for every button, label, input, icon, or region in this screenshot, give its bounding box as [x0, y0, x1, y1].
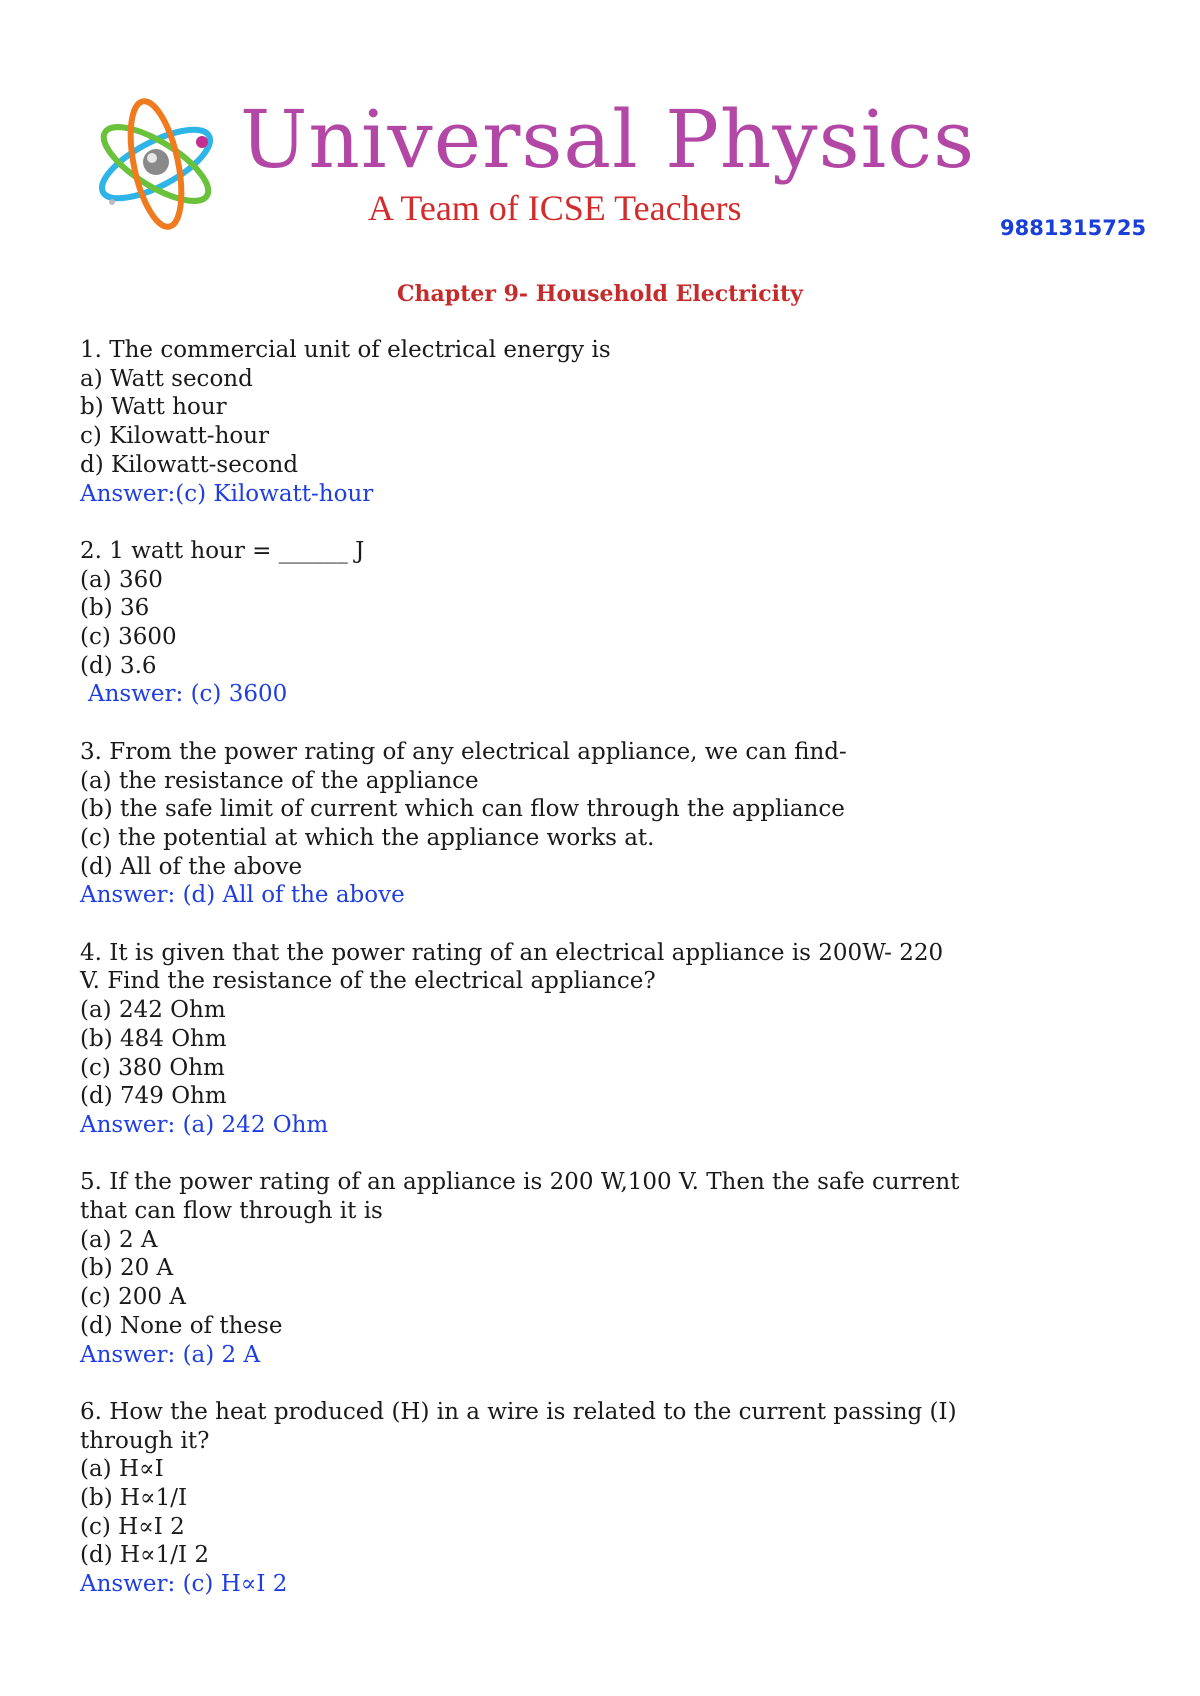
question-text: 5. If the power rating of an appliance is 200 W,100 V. Then the safe current: [80, 1169, 960, 1196]
brand-title: Universal Physics: [240, 93, 976, 186]
answer-text: Answer:(c) Kilowatt-hour: [80, 480, 374, 507]
option-a: (a) 2 A: [80, 1226, 158, 1253]
option-a: a) Watt second: [80, 365, 253, 392]
question-text: 3. From the power rating of any electrical appliance, we can find-: [80, 738, 847, 765]
option-b: (b) the safe limit of current which can flow through the appliance: [80, 796, 845, 823]
question-text-cont: V. Find the resistance of the electrical appliance?: [80, 968, 656, 995]
question-6: [80, 1398, 1120, 1599]
chapter-title: Chapter 9- Household Electricity: [397, 281, 803, 307]
answer-text: Answer: (d) All of the above: [80, 882, 405, 909]
question-3: [80, 738, 1120, 910]
option-c: (c) the potential at which the appliance works at.: [80, 824, 655, 851]
question-1: [80, 336, 1120, 508]
answer-text: Answer: (a) 2 A: [80, 1341, 261, 1368]
option-d: (d) 3.6: [80, 652, 157, 679]
answer-text: Answer: (c) H∝I 2: [80, 1571, 288, 1598]
question-text: 4. It is given that the power rating of an electrical appliance is 200W- 220: [80, 939, 944, 966]
option-c: c) Kilowatt-hour: [80, 423, 270, 450]
question-list: [80, 336, 1120, 1628]
question-5: [80, 1168, 1120, 1369]
option-b: (b) 484 Ohm: [80, 1025, 227, 1052]
option-c: (c) H∝I 2: [80, 1513, 185, 1540]
option-d: (d) 749 Ohm: [80, 1083, 227, 1110]
question-text: 1. The commercial unit of electrical energy is: [80, 337, 611, 363]
option-b: b) Watt hour: [80, 394, 227, 421]
phone-number: 9881315725: [1000, 216, 1147, 240]
question-2: [80, 537, 1120, 709]
option-c: (c) 3600: [80, 624, 177, 651]
option-b: (b) 20 A: [80, 1255, 174, 1282]
electron-dot: [109, 199, 115, 205]
answer-text: Answer: (c) 3600: [88, 681, 288, 708]
option-d: d) Kilowatt-second: [80, 451, 299, 478]
question-text: 6. How the heat produced (H) in a wire is related to the current passing (I): [80, 1398, 957, 1425]
answer-text: Answer: (a) 242 Ohm: [80, 1111, 329, 1138]
brand-tagline: A Team of ICSE Teachers: [368, 188, 742, 228]
atom-logo-icon: [92, 92, 222, 232]
option-c: (c) 380 Ohm: [80, 1054, 225, 1081]
question-text: 2. 1 watt hour = ______ J: [80, 537, 365, 564]
option-a: (a) 360: [80, 566, 163, 593]
question-text-cont: that can flow through it is: [80, 1198, 383, 1225]
atom-nucleus: [143, 149, 169, 175]
option-c: (c) 200 A: [80, 1284, 186, 1311]
option-b: (b) H∝1/I: [80, 1485, 188, 1512]
question-text-cont: through it?: [80, 1427, 210, 1454]
option-d: (d) All of the above: [80, 853, 303, 880]
question-4: [80, 939, 1120, 1140]
option-b: (b) 36: [80, 595, 150, 622]
option-a: (a) the resistance of the appliance: [80, 767, 479, 794]
option-d: (d) None of these: [80, 1312, 283, 1339]
option-a: (a) H∝I: [80, 1456, 164, 1483]
option-a: (a) 242 Ohm: [80, 997, 226, 1024]
option-d: (d) H∝1/I 2: [80, 1542, 210, 1569]
electron-dot: [196, 136, 208, 148]
